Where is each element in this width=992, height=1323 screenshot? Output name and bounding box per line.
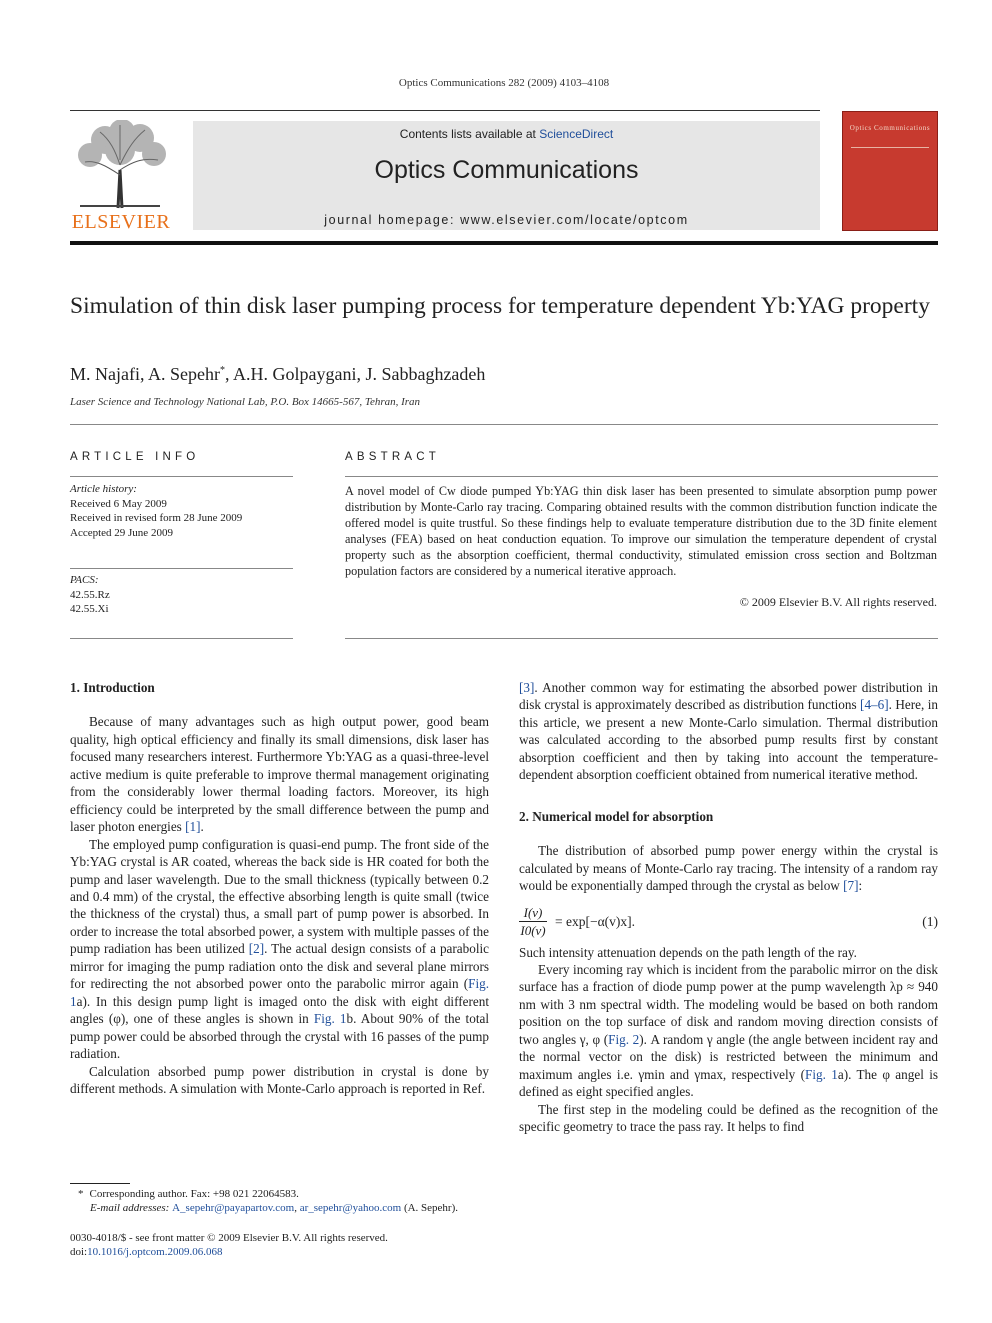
pacs-label: PACS: [70,574,99,586]
journal-cover-thumbnail [842,111,938,231]
citation-link[interactable]: [1] [185,819,201,835]
citation-link[interactable]: [3] [519,680,535,695]
affiliation: Laser Science and Technology National Lab, P.O. Box 14665-567, Tehran, Iran [70,396,421,408]
contents-prefix: Contents lists available at [399,127,540,141]
header-bottom-rule [70,241,938,245]
body-paragraph: Every incoming ray which is incident from the parabolic mirror on the disk surface has a fraction of diode pump power at the pump wavelength λp ≈ 940 nm with 3 nm spectral width. The modeling would be based on both random position on the top surface of disk and random moving direction consists of two angles γ, φ (Fig. 2). A random γ angle (the angle between incident ray and the normal vector on the disk) is restricted between the minimum and maximum angles i.e. γmin and γmax, respectively (Fig. 1a). The φ angel is defined as eight specified angles. [519,961,938,1100]
revised-date: Received in revised form 28 June 2009 [70,512,243,524]
body-paragraph: Such intensity attenuation depends on the path length of the ray. [519,944,857,960]
figure-link[interactable]: Fig. 2 [608,1031,640,1047]
history-label: Article history: [70,483,137,495]
equation-rhs: = exp[−α(v)x]. [555,913,636,929]
corresponding-author-mark[interactable]: * [219,365,225,376]
publisher-logo-text: ELSEVIER [71,211,171,233]
equation-1 [519,904,938,944]
section-heading: 2. Numerical model for absorption [519,808,714,824]
abstract-heading: ABSTRACT [345,451,440,463]
header-top-rule [70,110,820,111]
title-bottom-rule [70,424,938,425]
email-footnote: E-mail addresses: A_sepehr@payapartov.com, ar_sepehr@yahoo.com (A. Sepehr). [90,1202,459,1214]
journal-reference: Optics Communications 282 (2009) 4103–4108 [398,77,610,89]
citation-link[interactable]: [4–6] [860,697,889,713]
body-paragraph: The employed pump configuration is quasi-end pump. The front side of the Yb:YAG crystal is AR coated, whereas the back side is HR coated for both the pump and laser wavelength. Due to the small thickness (typically between 0.2 and 0.4 mm) of the crystal, the effective absorbing length is quite small (twice the thickness of the crystal) thus, a small part of pump power is absorbed. In order to increase the total absorbed power, a system with multiple passes of the pump radiation has been utilized [2]. The actual design consists of a parabolic mirror for imaging the pump radiation onto the disk and several plane mirrors for redirecting the not absorbed power onto the parabolic mirror again (Fig. 1a). In this design pump light is imaged onto the disk with eight different angles (φ), one of these angles is shown in Fig. 1b. About 90% of the total pump power could be absorbed through the crystal with 16 passes of the pump radiation. [70,836,490,1062]
authors-rest: , A.H. Golpaygani, J. Sabbaghzadeh [224,364,486,384]
article-history [70,482,242,540]
sciencedirect-link[interactable]: ScienceDirect [539,127,614,141]
journal-title: Optics Communications [374,156,639,184]
article-info-bottom-rule [70,638,293,639]
author-list [70,364,485,385]
received-date: Received 6 May 2009 [70,497,167,510]
doi-link[interactable]: 10.1016/j.optcom.2009.06.068 [87,1246,223,1258]
article-info-heading: ARTICLE INFO [70,451,200,463]
equation-number: (1) [922,913,938,929]
abstract-bottom-rule [345,638,938,639]
citation-link[interactable]: [7] [843,878,859,894]
journal-homepage[interactable]: journal homepage: www.elsevier.com/locate/optcom [324,213,689,227]
abstract-copyright: © 2009 Elsevier B.V. All rights reserved. [739,595,937,609]
abstract-text: A novel model of Cw diode pumped Yb:YAG thin disk laser has been presented to simulate absorption pump power distribution by Monte-Carlo ray tracing. Comparing obtained results with the common distribution function indicate the offered model is quite trustful. So these findings help to evaluate temperature distribution due to the 3D finite element analyses (FEA) based on heat conduction equation. To improve our simulation the temperature dependent of crystal property such as the absorption coefficient, thermal conductivity, stimulated emission cross section and Boltzman population factors are considered by a numerical iterative approach. [345,484,937,578]
footnote-rule [70,1183,130,1184]
equation-fraction [519,904,547,939]
section-heading: 1. Introduction [70,680,155,695]
doi-line: doi:10.1016/j.optcom.2009.06.068 [70,1246,223,1258]
pacs-block [70,573,110,617]
body-column-left [70,679,489,1097]
corresponding-footnote: * Corresponding author. Fax: +98 021 22064583. [78,1188,299,1200]
figure-link[interactable]: Fig. 1 [805,1066,838,1082]
email-link[interactable]: A_sepehr@payapartov.com [172,1202,295,1214]
body-paragraph: Calculation absorbed pump power distribution in crystal is done by different methods. A simulation with Monte-Carlo approach is reported in Ref. [70,1063,489,1096]
body-paragraph: Because of many advantages such as high output power, good beam quality, high optical efficiency and finally its small dimensions, disk laser has focused many researchers interest. Furthermore Yb:YAG as a quasi-three-level active medium is quite preferable to improve thermal management originating from the considerably lower thermal loading factors. Moreover, its high efficiency could be interpreted by the small difference between the pump and laser photon energies [1]. [70,714,489,835]
article-title: Simulation of thin disk laser pumping process for temperature dependent Yb:YAG property [70,293,930,319]
cover-divider [851,147,929,148]
authors-first: M. Najafi, A. Sepehr [70,364,220,384]
body-column-right [519,679,938,1136]
contents-line [193,127,820,141]
accepted-date: Accepted 29 June 2009 [70,526,173,539]
equation-numerator: I(v) [519,904,547,922]
citation-link[interactable]: [2] [248,941,265,957]
figure-link[interactable]: Fig. 1 [313,1011,347,1027]
pacs-code: 42.55.Xi [70,603,109,615]
pacs-rule [70,568,293,569]
pacs-code: 42.55.Rz [70,588,110,601]
email-link[interactable]: ar_sepehr@yahoo.com [299,1202,402,1214]
article-info-rule [70,476,293,477]
body-paragraph: The first step in the modeling could be defined as the recognition of the specific geometry to trace the pass ray. It helps to find [519,1101,938,1135]
body-paragraph: [3]. Another common way for estimating the absorbed power distribution in disk crystal is approximately described as distribution functions [4–6]. Here, in this article, we present a new Monte-Carlo simulation. Thermal distribution was calculated according to the absorbed pump results first by constant absorption coefficient and then by taking into account the temperature-dependent absorption coefficient obtained from numerical iterative method. [519,680,938,783]
abstract-rule [345,476,938,477]
issn-line: 0030-4018/$ - see front matter © 2009 Elsevier B.V. All rights reserved. [70,1232,388,1244]
cover-title: Optics Communications [849,124,931,132]
figure-link[interactable]: Fig. 1 [70,976,489,1009]
journal-header-box [193,121,820,230]
equation-denominator: I0(v) [520,922,546,938]
body-paragraph: The distribution of absorbed pump power energy within the crystal is calculated by means of Monte-Carlo ray tracing. The intensity of a random ray would be exponentially damped through the crystal as below [7]: [519,843,938,894]
